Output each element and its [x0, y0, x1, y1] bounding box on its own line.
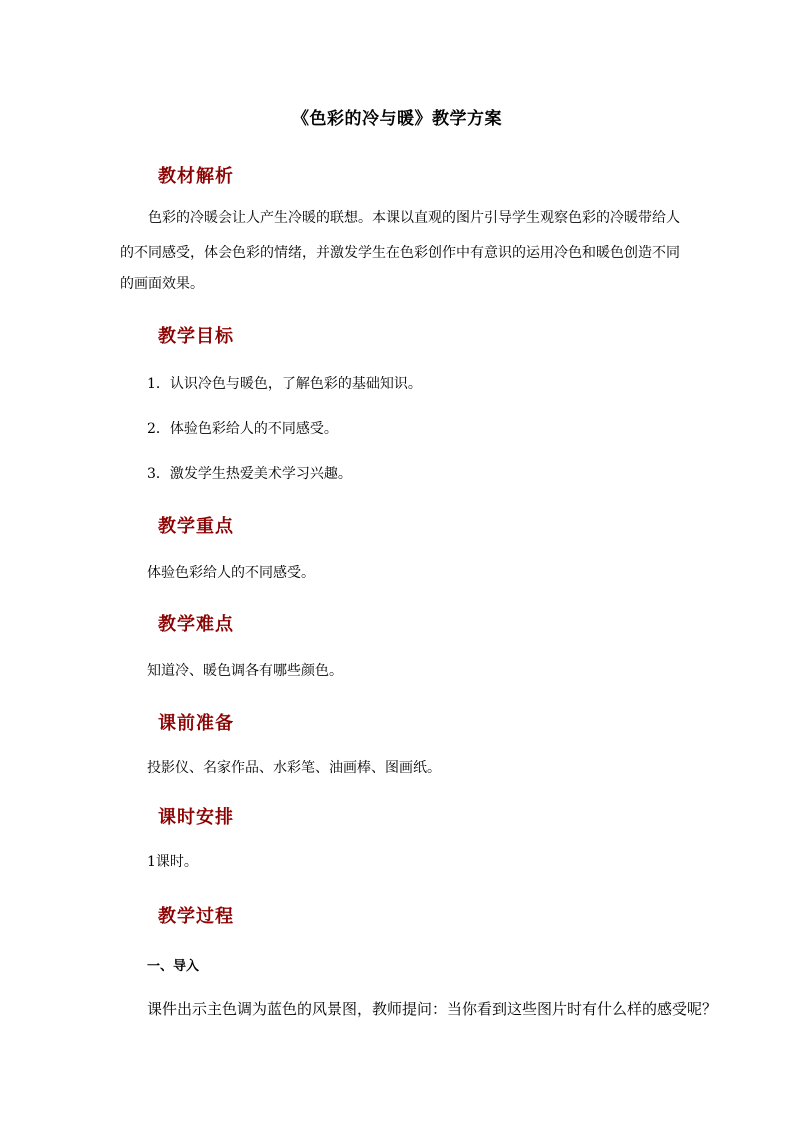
objective-item-1: 1．认识冷色与暖色，了解色彩的基础知识。 [147, 376, 422, 392]
heading-objectives: 教学目标 [158, 326, 234, 347]
objective-item-3: 3．激发学生热爱美术学习兴趣。 [147, 466, 352, 482]
heading-preparation: 课前准备 [158, 713, 234, 734]
document-title: 《色彩的冷与暖》教学方案 [292, 109, 502, 129]
preparation-text: 投影仪、名家作品、水彩笔、油画棒、图画纸。 [147, 760, 441, 776]
analysis-line-1: 色彩的冷暖会让人产生冷暖的联想。本课以直观的图片引导学生观察色彩的冷暖带给人 [148, 210, 680, 226]
analysis-line-2: 的不同感受，体会色彩的情绪，并激发学生在色彩创作中有意识的运用冷色和暖色创造不同 [120, 245, 680, 261]
heading-key-point: 教学重点 [158, 516, 234, 537]
key-point-text: 体验色彩给人的不同感受。 [147, 565, 315, 581]
schedule-text: 1课时。 [147, 854, 198, 870]
difficulty-text: 知道冷、暖色调各有哪些颜色。 [147, 663, 343, 679]
heading-schedule: 课时安排 [158, 807, 234, 828]
heading-process: 教学过程 [158, 906, 234, 927]
objective-item-2: 2．体验色彩给人的不同感受。 [147, 421, 338, 437]
analysis-line-3: 的画面效果。 [120, 276, 204, 292]
process-step1-text: 课件出示主色调为蓝色的风景图，教师提问：当你看到这些图片时有什么样的感受呢？ [147, 1000, 718, 1018]
heading-difficulty: 教学难点 [158, 614, 234, 635]
process-step1-title: 一、导入 [147, 959, 200, 974]
heading-analysis: 教材解析 [158, 166, 234, 187]
